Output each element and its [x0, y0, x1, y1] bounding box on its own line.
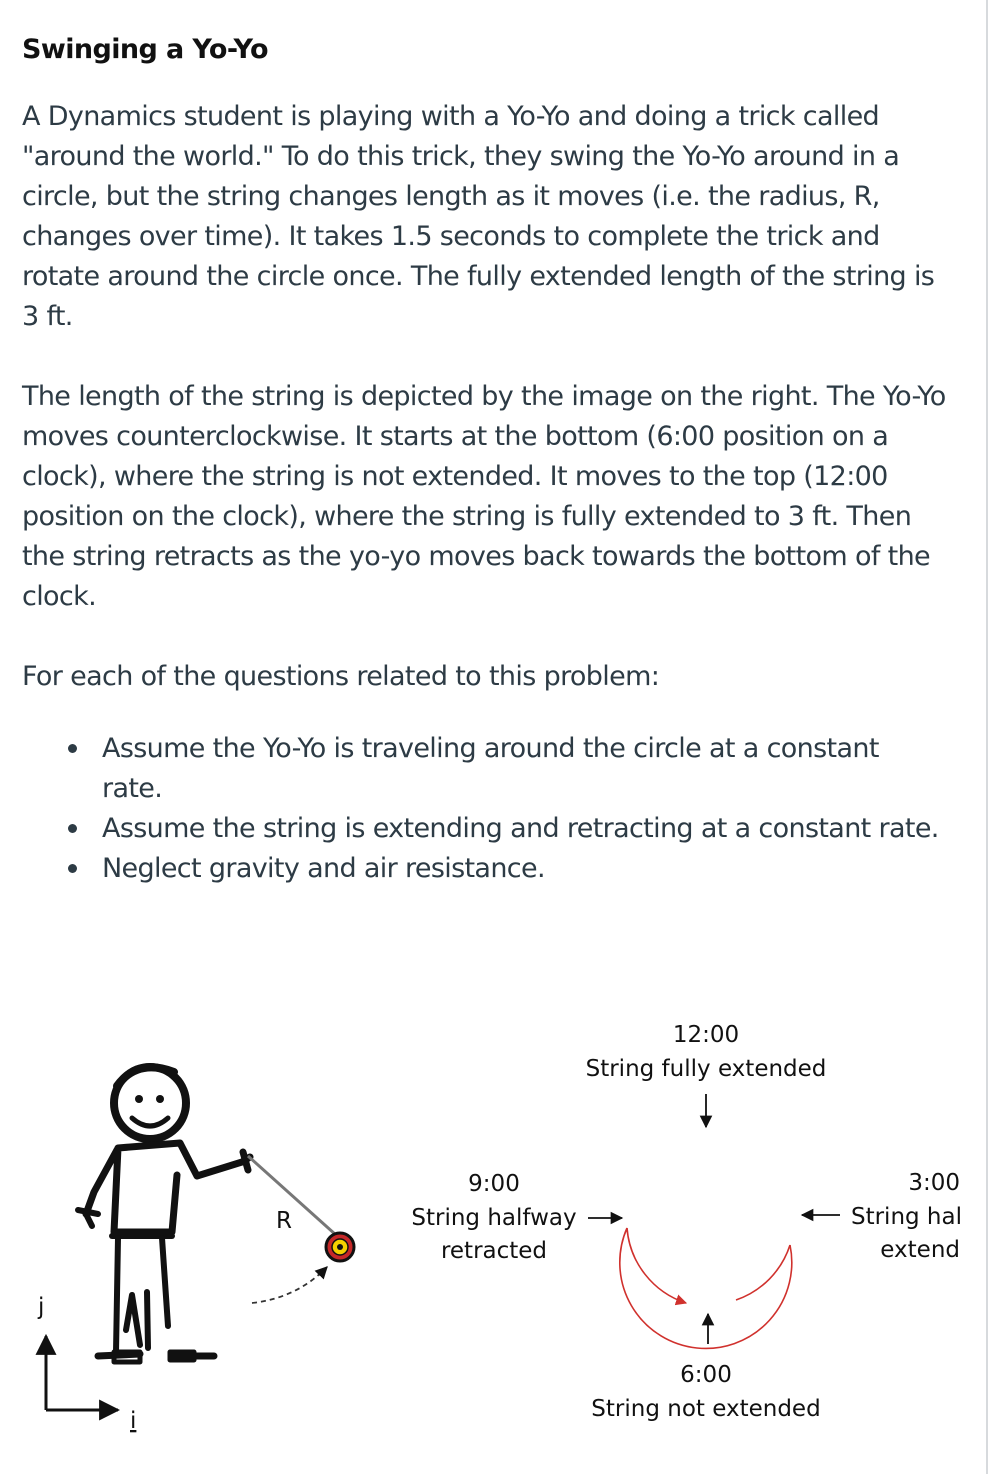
description-paragraph: The length of the string is depicted by the image on the right. The Yo-Yo moves counterclockwise. It starts at the bottom (6:00 position on a clock), where the string is not extended. It moves to the top (12:00 position on the clock), where the string is fully extended to 3 ft. Then the string retracts as the yo-yo moves back towards the bottom of the clock. [22, 381, 946, 612]
string-line [248, 1156, 336, 1235]
orbit-left-arc [627, 1228, 686, 1303]
yoyo-path-arrow [252, 1267, 327, 1303]
page-title: Swinging a Yo-Yo [22, 34, 268, 65]
list-item [60, 809, 940, 849]
j-axis-label: j [38, 1294, 45, 1320]
right-time-label: 3:00 [908, 1170, 960, 1196]
intro-paragraph: A Dynamics student is playing with a Yo-Yo and doing a trick called "around the world." To do this trick, they swing the Yo-Yo around in a circle, but the string changes length as it moves (i.e. the radius, R, changes over time). It takes 1.5 seconds to complete the trick and rotate around the circle once. The fully extended length of the string is 3 ft. [22, 101, 935, 332]
right-desc-label-2: extend [880, 1237, 960, 1263]
orbit-bottom-arc [736, 1245, 790, 1300]
bullet-icon [68, 864, 77, 873]
list-item-text: Assume the string is extending and retracting at a constant rate. [102, 813, 939, 844]
i-axis-label: i [130, 1408, 137, 1434]
bullet-icon [68, 744, 77, 753]
string-label: R [276, 1208, 292, 1234]
bottom-time-label: 6:00 [680, 1362, 732, 1388]
top-desc-label: String fully extended [585, 1056, 827, 1082]
clock-diagram [411, 1022, 962, 1422]
yoyo-icon [326, 1233, 354, 1261]
bullet-icon [68, 824, 77, 833]
instructions-lead: For each of the questions related to this problem: [22, 661, 660, 692]
orbit-right-arc [620, 1228, 792, 1348]
list-item-text: Assume the Yo-Yo is traveling around the circle at a constant rate. [102, 733, 879, 804]
top-time-label: 12:00 [672, 1022, 740, 1048]
assumptions-list [60, 729, 940, 889]
stick-figure-icon [78, 1067, 250, 1362]
yoyo-figure [22, 1000, 962, 1474]
list-item [60, 849, 940, 889]
list-item [60, 729, 940, 809]
yoyo-diagram [22, 1000, 962, 1474]
left-time-label: 9:00 [468, 1171, 520, 1197]
bottom-desc-label: String not extended [591, 1396, 821, 1422]
list-item-text: Neglect gravity and air resistance. [102, 853, 545, 884]
left-desc-label-2: retracted [440, 1238, 548, 1264]
left-desc-label-1: String halfway [411, 1205, 577, 1231]
right-desc-label-1: String hal [850, 1204, 962, 1230]
